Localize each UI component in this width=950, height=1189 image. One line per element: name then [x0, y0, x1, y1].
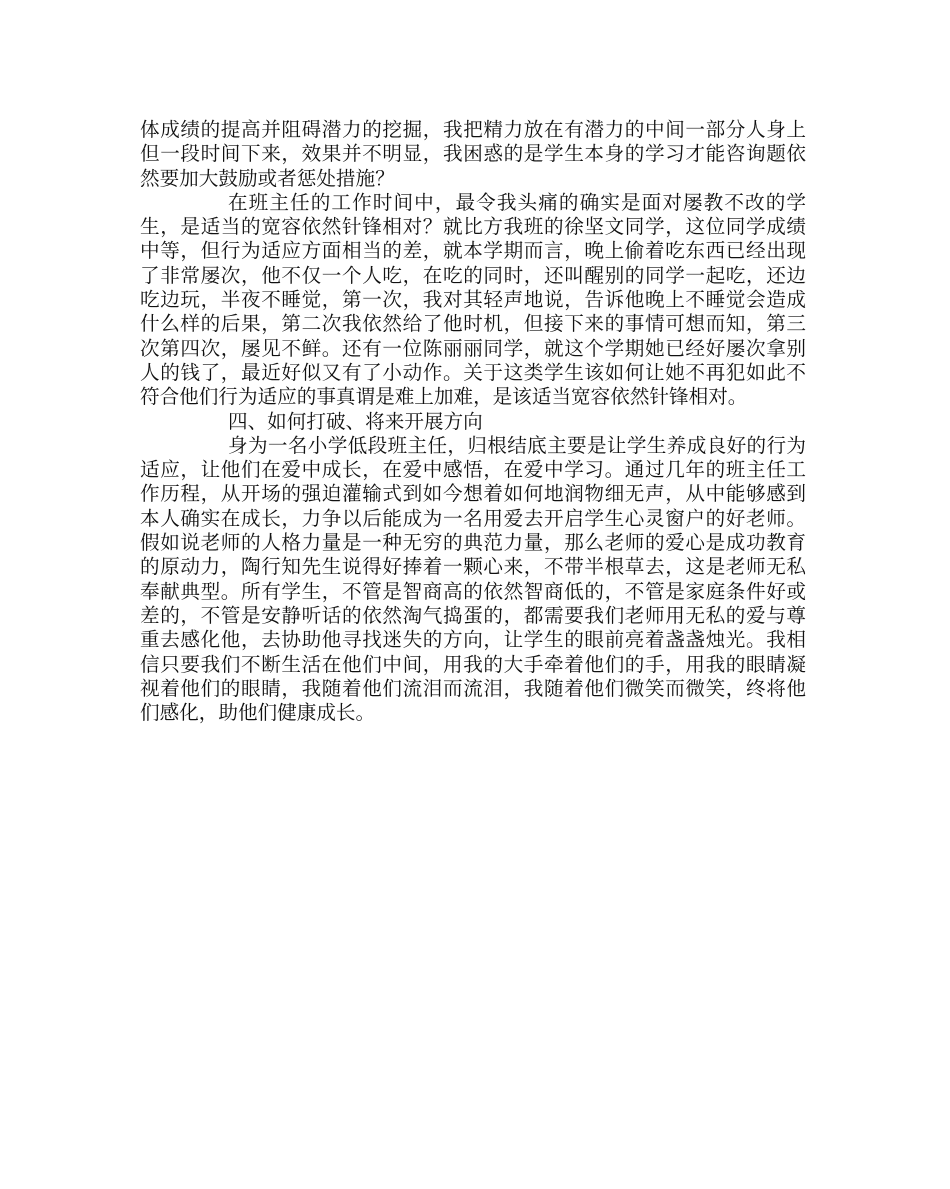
- document-page: [140, 118, 806, 725]
- paragraph-continuation: 体成绩的提高并阻碍潜力的挖掘，我把精力放在有潜力的中间一部分人身上但一段时间下来，效果并不明显，我困惑的是学生本身的学习才能咨询题依然要加大鼓励或者惩处措施？: [140, 118, 806, 190]
- section-heading: 四、如何打破、将来开展方向: [228, 409, 483, 433]
- paragraph-difficult-students: 在班主任的工作时间中，最令我头痛的确实是面对屡教不改的学生，是适当的宽容依然针锋相对？就比方我班的徐坚文同学，这位同学成绩中等，但行为适应方面相当的差，就本学期而言，晚上偷着吃东西已经出现了非常屡次，他不仅一个人吃，在吃的同时，还叫醒别的同学一起吃，还边吃边玩，半夜不睡觉，第一次，我对其轻声地说，告诉他晚上不睡觉会造成什么样的后果，第二次我依然给了他时机，但接下来的事情可想而知，第三次第四次，屡见不鲜。还有一位陈丽丽同学，就这个学期她已经好屡次拿别人的钱了，最近好似又有了小动作。关于这类学生该如何让她不再犯如此不符合他们行为适应的事真谓是难上加难，是该适当宽容依然针锋相对。: [140, 190, 806, 409]
- paragraph-future-direction: 身为一名小学低段班主任，归根结底主要是让学生养成良好的行为适应，让他们在爱中成长，在爱中感悟，在爱中学习。通过几年的班主任工作历程，从开场的强迫灌输式到如今想着如何地润物细无声，从中能够感到本人确实在成长，力争以后能成为一名用爱去开启学生心灵窗户的好老师。假如说老师的人格力量是一种无穷的典范力量，那么老师的爱心是成功教育的原动力，陶行知先生说得好捧着一颗心来，不带半根草去，这是老师无私奉献典型。所有学生，不管是智商高的依然智商低的，不管是家庭条件好或差的，不管是安静听话的依然淘气捣蛋的，都需要我们老师用无私的爱与尊重去感化他，去协助他寻找迷失的方向，让学生的眼前亮着盏盏烛光。我相信只要我们不断生活在他们中间，用我的大手牵着他们的手，用我的眼睛凝视着他们的眼睛，我随着他们流泪而流泪，我随着他们微笑而微笑，终将他们感化，助他们健康成长。: [140, 433, 806, 725]
